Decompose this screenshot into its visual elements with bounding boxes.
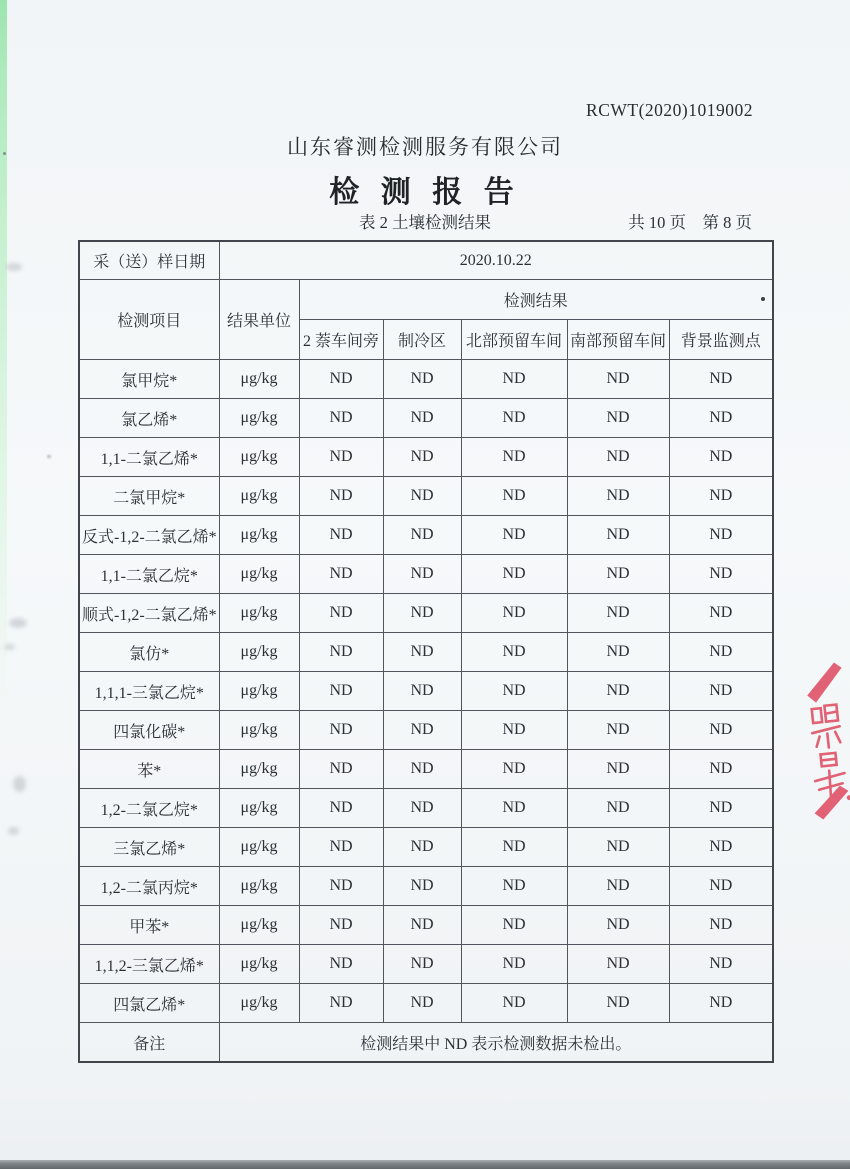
table-caption: 表 2 土壤检测结果 (359, 213, 491, 232)
result-cell: ND (669, 594, 773, 633)
result-cell: ND (299, 633, 383, 672)
result-cell: ND (383, 360, 461, 399)
result-cell: ND (567, 906, 669, 945)
result-cell: ND (669, 672, 773, 711)
unit-header: 结果单位 (219, 280, 299, 360)
scan-smudge (8, 827, 19, 835)
analyte-name: 氯仿* (79, 633, 219, 672)
unit-cell: μg/kg (219, 633, 299, 672)
unit-cell: μg/kg (219, 789, 299, 828)
note-label: 备注 (79, 1023, 219, 1063)
unit-cell: μg/kg (219, 516, 299, 555)
table-row (79, 555, 773, 594)
result-cell: ND (461, 516, 567, 555)
result-cell: ND (383, 672, 461, 711)
result-cell: ND (461, 477, 567, 516)
result-cell: ND (299, 516, 383, 555)
scan-smudge (6, 263, 22, 271)
location-header: 北部预留车间 (461, 320, 567, 360)
unit-cell: μg/kg (219, 594, 299, 633)
result-cell: ND (383, 789, 461, 828)
result-cell: ND (461, 750, 567, 789)
result-cell: ND (461, 789, 567, 828)
result-cell: ND (383, 984, 461, 1023)
table-row (79, 360, 773, 399)
analyte-name: 三氯乙烯* (79, 828, 219, 867)
result-header: 检测结果 (299, 280, 773, 320)
result-cell: ND (567, 477, 669, 516)
result-cell: ND (567, 633, 669, 672)
table-row (79, 633, 773, 672)
result-cell: ND (567, 360, 669, 399)
analyte-name: 1,1,1-三氯乙烷* (79, 672, 219, 711)
result-cell: ND (669, 555, 773, 594)
result-cell: ND (669, 360, 773, 399)
analyte-name: 苯* (79, 750, 219, 789)
table-row (79, 789, 773, 828)
company-name: 山东睿测检测服务有限公司 (287, 135, 563, 159)
scanner-bottom-edge (0, 1160, 850, 1169)
note-row (79, 1023, 773, 1063)
result-cell: ND (299, 438, 383, 477)
result-cell: ND (567, 711, 669, 750)
result-cell: ND (383, 399, 461, 438)
table-row (79, 399, 773, 438)
unit-cell: μg/kg (219, 828, 299, 867)
analyte-name: 二氯甲烷* (79, 477, 219, 516)
table-row (79, 672, 773, 711)
result-cell: ND (669, 399, 773, 438)
analyte-name: 1,1-二氯乙烷* (79, 555, 219, 594)
note-text: 检测结果中 ND 表示检测数据未检出。 (219, 1023, 773, 1063)
table-row (79, 750, 773, 789)
sample-date-value: 2020.10.22 (219, 241, 773, 280)
result-cell: ND (383, 711, 461, 750)
result-cell: ND (461, 906, 567, 945)
result-cell: ND (567, 789, 669, 828)
result-cell: ND (383, 867, 461, 906)
table-row (79, 594, 773, 633)
unit-cell: μg/kg (219, 438, 299, 477)
results-table (78, 240, 774, 1063)
pagination: 共 10 页 第 8 页 (628, 213, 752, 232)
unit-cell: μg/kg (219, 750, 299, 789)
analyte-name: 甲苯* (79, 906, 219, 945)
analyte-name: 1,2-二氯乙烷* (79, 789, 219, 828)
result-cell: ND (567, 555, 669, 594)
result-cell: ND (461, 867, 567, 906)
result-cell: ND (299, 672, 383, 711)
location-header: 制冷区 (383, 320, 461, 360)
unit-cell: μg/kg (219, 945, 299, 984)
result-cell: ND (567, 594, 669, 633)
result-cell: ND (461, 828, 567, 867)
result-cell: ND (567, 438, 669, 477)
result-cell: ND (383, 438, 461, 477)
result-cell: ND (299, 906, 383, 945)
unit-cell: μg/kg (219, 867, 299, 906)
unit-cell: μg/kg (219, 984, 299, 1023)
unit-cell: μg/kg (219, 906, 299, 945)
scan-smudge (4, 644, 15, 650)
result-cell: ND (383, 477, 461, 516)
unit-cell: μg/kg (219, 399, 299, 438)
table-row (79, 828, 773, 867)
analyte-name: 氯甲烷* (79, 360, 219, 399)
result-cell: ND (461, 399, 567, 438)
unit-cell: μg/kg (219, 711, 299, 750)
analyte-name: 1,2-二氯丙烷* (79, 867, 219, 906)
location-header: 南部预留车间 (567, 320, 669, 360)
result-cell: ND (669, 438, 773, 477)
result-cell: ND (669, 750, 773, 789)
result-cell: ND (567, 399, 669, 438)
result-cell: ND (461, 945, 567, 984)
result-cell: ND (383, 633, 461, 672)
result-cell: ND (299, 984, 383, 1023)
scan-smudge (13, 776, 26, 792)
result-cell: ND (299, 750, 383, 789)
result-cell: ND (461, 555, 567, 594)
result-cell: ND (299, 594, 383, 633)
result-cell: ND (299, 828, 383, 867)
result-cell: ND (669, 711, 773, 750)
result-cell: ND (669, 867, 773, 906)
analyte-name: 1,1,2-三氯乙烯* (79, 945, 219, 984)
result-cell: ND (461, 360, 567, 399)
result-cell: ND (299, 789, 383, 828)
result-cell: ND (461, 633, 567, 672)
item-header: 检测项目 (79, 280, 219, 360)
result-cell: ND (461, 594, 567, 633)
sample-date-label: 采（送）样日期 (79, 241, 219, 280)
analyte-name: 顺式-1,2-二氯乙烯* (79, 594, 219, 633)
result-cell: ND (669, 828, 773, 867)
result-cell: ND (461, 711, 567, 750)
table-row (79, 711, 773, 750)
analyte-name: 氯乙烯* (79, 399, 219, 438)
table-row (79, 906, 773, 945)
table-row (79, 477, 773, 516)
result-cell: ND (461, 438, 567, 477)
result-cell: ND (567, 516, 669, 555)
result-cell: ND (299, 945, 383, 984)
result-cell: ND (383, 945, 461, 984)
red-stamp-fragment (798, 660, 850, 820)
result-cell: ND (669, 633, 773, 672)
result-cell: ND (669, 984, 773, 1023)
location-header: 背景监测点 (669, 320, 773, 360)
unit-cell: μg/kg (219, 555, 299, 594)
result-cell: ND (669, 906, 773, 945)
header-row-1 (79, 280, 773, 320)
page-title: 检 测 报 告 (329, 176, 521, 209)
result-cell: ND (383, 516, 461, 555)
table-caption-row (78, 209, 772, 233)
analyte-name: 四氯化碳* (79, 711, 219, 750)
result-cell: ND (461, 672, 567, 711)
table-row (79, 867, 773, 906)
result-cell: ND (567, 828, 669, 867)
result-cell: ND (299, 360, 383, 399)
result-cell: ND (383, 828, 461, 867)
result-cell: ND (461, 984, 567, 1023)
result-cell: ND (567, 750, 669, 789)
sample-date-row (79, 241, 773, 280)
result-cell: ND (299, 399, 383, 438)
report-number: RCWT(2020)1019002 (586, 100, 753, 120)
analyte-name: 四氯乙烯* (79, 984, 219, 1023)
result-cell: ND (669, 516, 773, 555)
location-header: 2 萘车间旁 (299, 320, 383, 360)
result-cell: ND (567, 867, 669, 906)
table-row (79, 438, 773, 477)
analyte-name: 反式-1,2-二氯乙烯* (79, 516, 219, 555)
result-cell: ND (383, 594, 461, 633)
table-row (79, 984, 773, 1023)
result-cell: ND (567, 672, 669, 711)
result-cell: ND (669, 789, 773, 828)
result-cell: ND (299, 477, 383, 516)
unit-cell: μg/kg (219, 672, 299, 711)
result-cell: ND (669, 477, 773, 516)
result-cell: ND (299, 711, 383, 750)
result-cell: ND (383, 555, 461, 594)
unit-cell: μg/kg (219, 477, 299, 516)
ink-speck (47, 455, 51, 458)
result-cell: ND (567, 945, 669, 984)
result-cell: ND (299, 867, 383, 906)
scan-smudge (9, 618, 27, 628)
table-row (79, 516, 773, 555)
result-cell: ND (669, 945, 773, 984)
result-cell: ND (567, 984, 669, 1023)
result-cell: ND (383, 750, 461, 789)
unit-cell: μg/kg (219, 360, 299, 399)
analyte-name: 1,1-二氯乙烯* (79, 438, 219, 477)
result-cell: ND (383, 906, 461, 945)
table-row (79, 945, 773, 984)
result-cell: ND (299, 555, 383, 594)
